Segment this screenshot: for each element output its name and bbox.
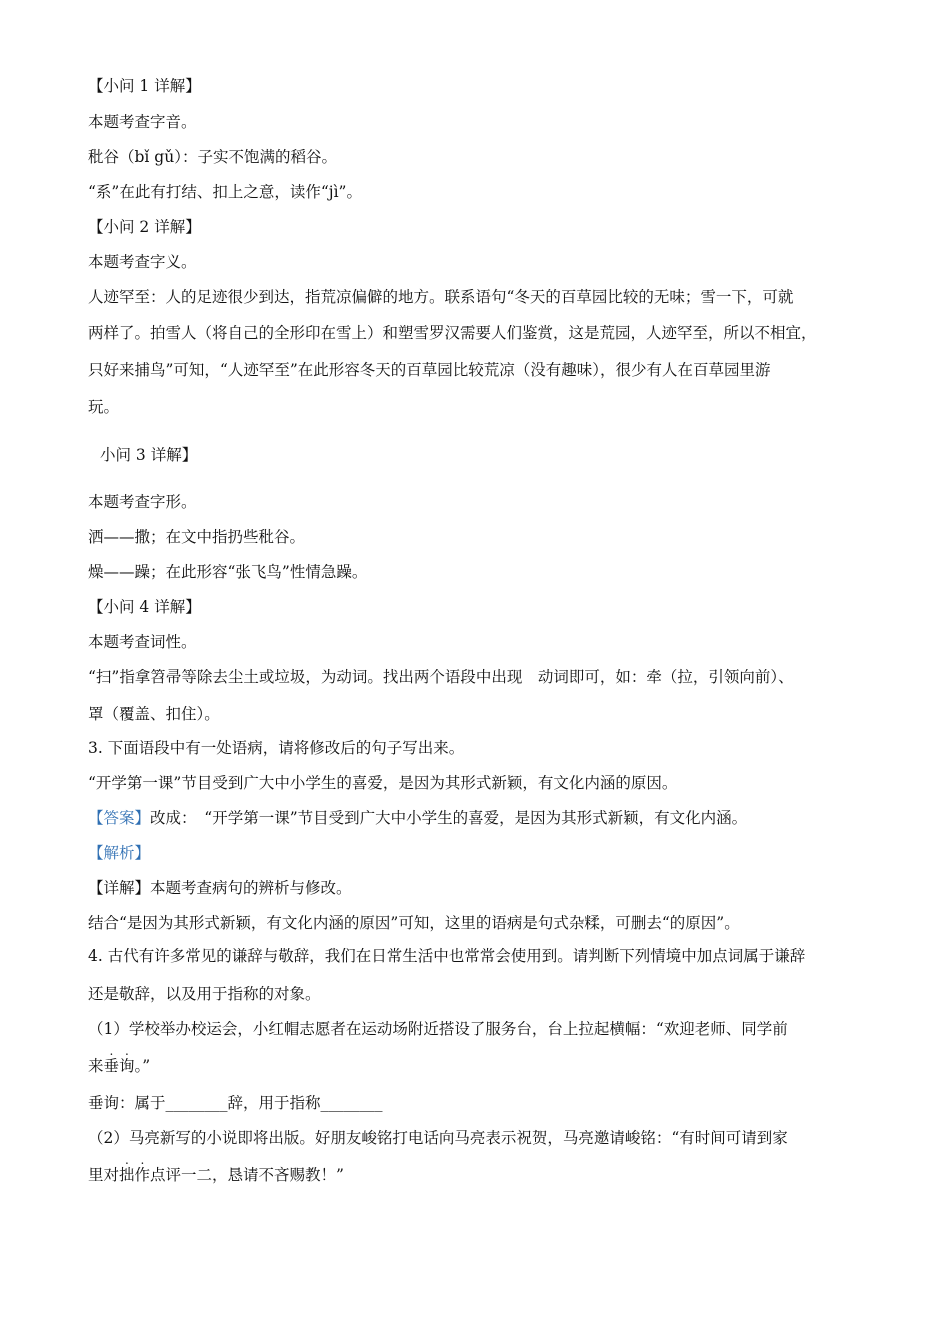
paragraph: （2）马亮新写的小说即将出版。好朋友峻铭打电话向马亮表示祝贺，马亮邀请峻铭：“有时间可请到家: [88, 1129, 788, 1147]
section-heading-q2: 【小问 2 详解】: [88, 218, 201, 236]
section-heading-q4: 【小问 4 详解】: [88, 598, 201, 616]
paragraph: 还是敬辞，以及用于指称的对象。: [88, 985, 321, 1003]
paragraph: “扫”指拿笤帚等除去尘土或垃圾，为动词。找出两个语段中出现 动词即可，如：牵（拉，引领向前）、: [88, 668, 794, 686]
dotted-char: . 询: [119, 1044, 135, 1075]
dotted-char: . 作: [134, 1153, 151, 1184]
paragraph: 结合“是因为其形式新颖，有文化内涵的原因”可知，这里的语病是句式杂糅，可删去“的原因”。: [88, 914, 740, 932]
paragraph: 本题考查字义。: [88, 253, 197, 271]
section-heading-q1: 【小问 1 详解】: [88, 77, 201, 95]
emphasis-dot: .: [140, 1153, 145, 1167]
paragraph: 本题考查字音。: [88, 113, 197, 131]
answer-label: 【答案】: [88, 809, 151, 827]
answer-text: 改成： “开学第一课”节目受到广大中小学生的喜爱，是因为其形式新颖，有文化内涵。: [150, 809, 748, 827]
paragraph-dotted: 来 . 垂 . 询。”: [88, 1044, 151, 1075]
fill-in-line: 垂询：属于________辞，用于指称________: [88, 1094, 383, 1112]
paragraph: 罩（覆盖、扣住）。: [88, 705, 220, 723]
paragraph: 本题考查字形。: [88, 493, 197, 511]
emphasis-dot: .: [125, 1153, 129, 1167]
paragraph: 洒——撒；在文中指扔些秕谷。: [88, 528, 306, 546]
question-4: 4. 古代有许多常见的谦辞与敬辞，我们在日常生活中也常常会使用到。请判断下列情境中加点词属于谦辞: [88, 947, 806, 965]
question-3: 3. 下面语段中有一处语病，请将修改后的句子写出来。: [88, 739, 465, 757]
paragraph: 两样了。拍雪人（将自己的全形印在雪上）和塑雪罗汉需要人们鉴赏，这是荒园，人迹罕至，所以不相宜，: [88, 324, 817, 342]
paragraph: 人迹罕至：人的足迹很少到达，指荒凉偏僻的地方。联系语句“冬天的百草园比较的无味；雪一下，可就: [88, 288, 794, 306]
dotted-char: . 拙: [119, 1153, 135, 1184]
emphasis-dot: .: [109, 1044, 114, 1058]
paragraph: 【详解】本题考查病句的辨析与修改。: [88, 879, 352, 897]
paragraph: 燥——躁；在此形容“张飞鸟”性情急躁。: [88, 563, 368, 581]
dotted-char: . 垂: [103, 1044, 120, 1075]
answer-line: [88, 808, 747, 828]
paragraph: 只好来捕鸟”可知，“人迹罕至”在此形容冬天的百草园比较荒凉（没有趣味），很少有人在百草园里游: [88, 361, 771, 379]
paragraph: 玩。: [88, 398, 120, 416]
emphasis-dot: .: [125, 1044, 129, 1058]
analysis-label: 【解析】: [88, 844, 151, 862]
paragraph-dotted: 里对 . 拙 . 作点评一二，恳请不吝赐教！”: [88, 1153, 344, 1184]
paragraph: （1）学校举办校运会，小红帽志愿者在运动场附近搭设了服务台，台上拉起横幅：“欢迎老师、同学前: [88, 1020, 788, 1038]
paragraph: “开学第一课”节目受到广大中小学生的喜爱，是因为其形式新颖，有文化内涵的原因。: [88, 774, 678, 792]
paragraph: 本题考查词性。: [88, 633, 197, 651]
paragraph: “系”在此有打结、扣上之意，读作“jì”。: [88, 183, 362, 201]
section-heading-q3: 小问 3 详解】: [100, 446, 198, 464]
paragraph: 秕谷（bǐ gǔ）：子实不饱满的稻谷。: [88, 148, 337, 166]
